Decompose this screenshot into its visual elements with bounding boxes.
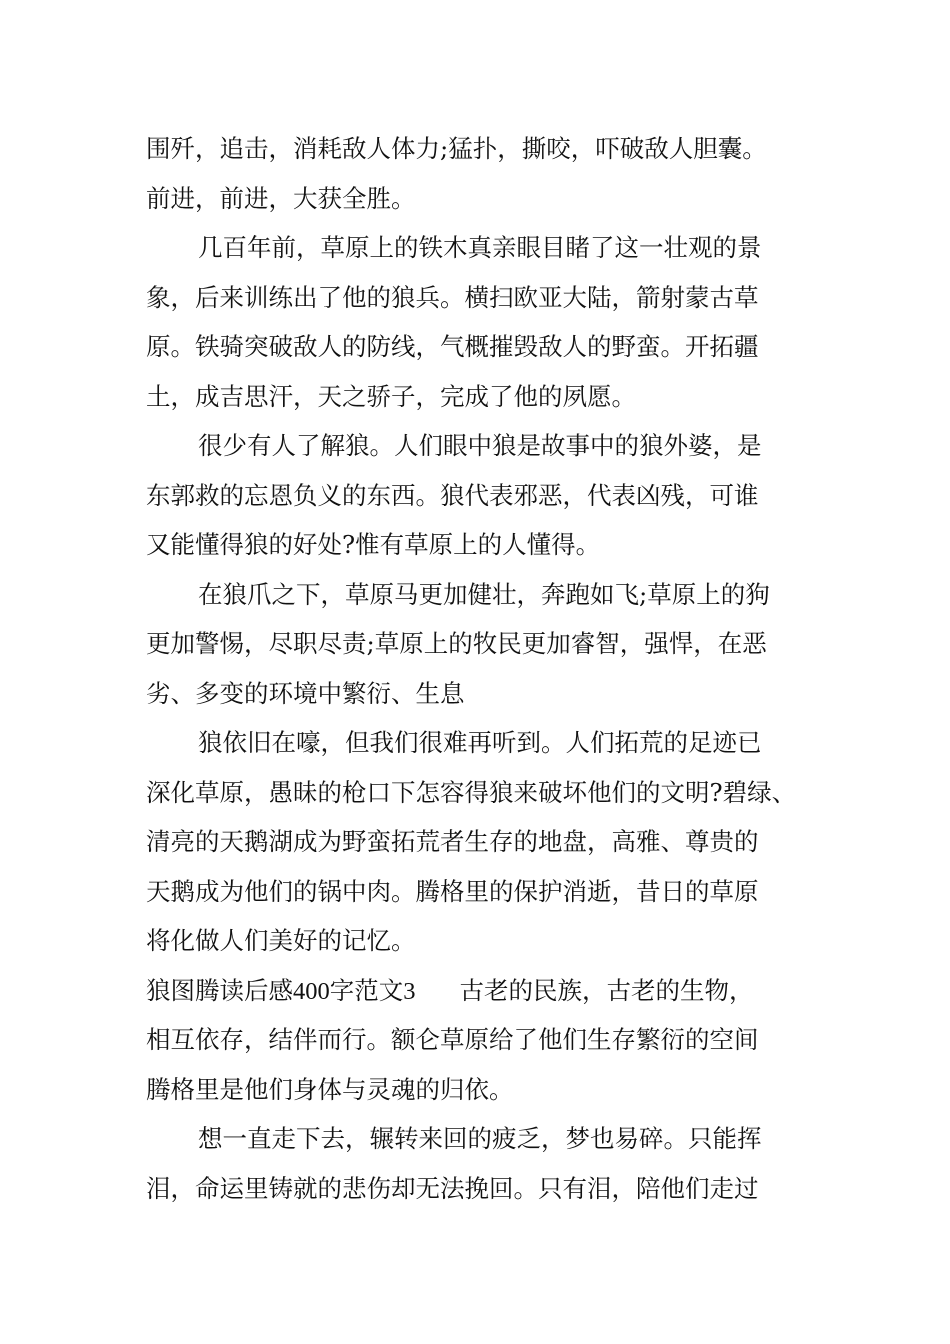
document-body bbox=[146, 124, 814, 1213]
heading-continuation: 古老的民族，古老的生物， bbox=[459, 975, 754, 1005]
text-line: 深化草原，愚昧的枪口下怎容得狼来破坏他们的文明?碧绿、 bbox=[146, 777, 797, 807]
text-line: 前进，前进，大获全胜。 bbox=[146, 183, 416, 213]
paragraph-start-line: 狼依旧在嚎，但我们很难再听到。人们拓荒的足迹已 bbox=[198, 728, 762, 757]
text-line: 东郭救的忘恩负义的东西。狼代表邪恶，代表凶残，可谁 bbox=[146, 480, 759, 510]
paragraph-start-line: 几百年前，草原上的铁木真亲眼目睹了这一壮观的景 bbox=[198, 233, 762, 262]
text-line: 原。铁骑突破敌人的防线，气概摧毁敌人的野蛮。开拓疆 bbox=[146, 332, 759, 361]
paragraph-start-line: 想一直走下去，辗转来回的疲乏，梦也易碎。只能挥 bbox=[198, 1124, 762, 1153]
text-line: 更加警惕，尽职尽责;草原上的牧民更加睿智，强悍，在恶 bbox=[146, 629, 767, 658]
text-line: 将化做人们美好的记忆。 bbox=[146, 926, 416, 955]
text-line: 腾格里是他们身体与灵魂的归依。 bbox=[146, 1074, 514, 1104]
paragraph-start-line: 很少有人了解狼。人们眼中狼是故事中的狼外婆，是 bbox=[198, 431, 762, 460]
text-line: 劣、多变的环境中繁衍、生息 bbox=[146, 678, 465, 708]
text-line: 相互依存，结伴而行。额仑草原给了他们生存繁衍的空间 bbox=[146, 1025, 759, 1054]
text-line: 象，后来训练出了他的狼兵。横扫欧亚大陆，箭射蒙古草 bbox=[146, 282, 759, 312]
section-heading: 狼图腾读后感400字范文3 bbox=[146, 977, 416, 1005]
text-line: 清亮的天鹅湖成为野蛮拓荒者生存的地盘，高雅、尊贵的 bbox=[146, 827, 759, 856]
text-line: 又能懂得狼的好处?惟有草原上的人懂得。 bbox=[146, 530, 601, 559]
text-line: 土，成吉思汗，天之骄子，完成了他的夙愿。 bbox=[146, 381, 636, 411]
text-line: 天鹅成为他们的锅中肉。腾格里的保护消逝，昔日的草原 bbox=[146, 876, 759, 906]
text-line: 泪，命运里铸就的悲伤却无法挽回。只有泪，陪他们走过 bbox=[146, 1173, 759, 1203]
text-line: 围歼，追击，消耗敌人体力;猛扑，撕咬，吓破敌人胆囊。 bbox=[146, 134, 767, 163]
paragraph-start-line: 在狼爪之下，草原马更加健壮，奔跑如飞;草原上的狗 bbox=[198, 579, 770, 609]
section-heading-line bbox=[146, 966, 814, 1016]
